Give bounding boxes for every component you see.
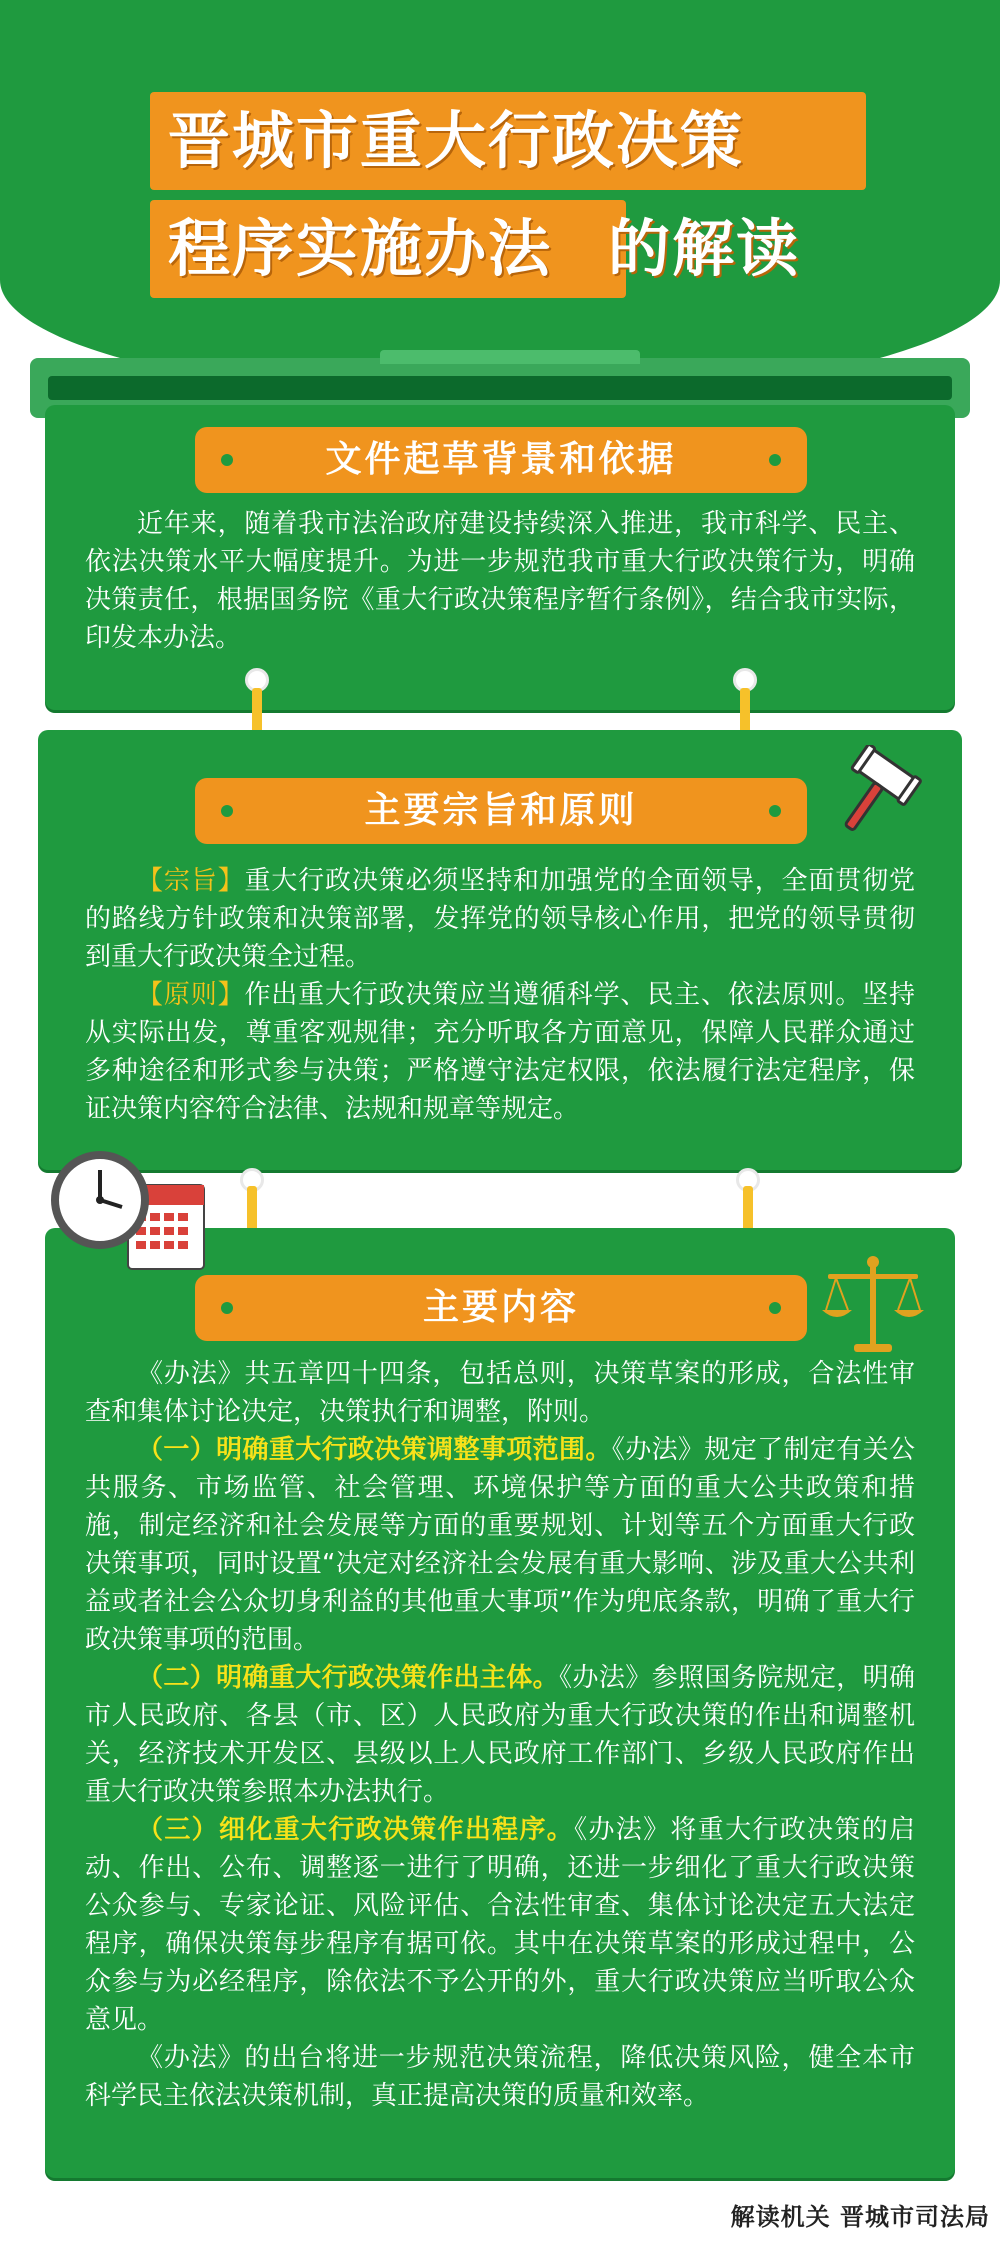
section-body: 近年来，随着我市法治政府建设持续深入推进，我市科学、民主、依法决策水平大幅度提升。为进一步规范我市重大行政决策行为，明确决策责任，根据国务院《重大行政决策程序暂行条例》，结合我市实际，印发本办法。 [85, 509, 915, 653]
section-heading: 主要内容 [195, 1275, 807, 1341]
section-body: 【宗旨】重大行政决策必须坚持和加强党的全面领导，全面贯彻党的路线方针政策和决策部署，发挥党的领导核心作用，把党的领导贯彻到重大行政决策全过程。 【原则】作出重大行政决策应当遵循科学、民主、依法原则。坚持从实际出发，尊重客观规律；充分听取各方面意见，保障人民群众通过多种途径和形式参与决策；严格遵守法定权限，依法履行法定程序，保证决策内容符合法律、法规和规章等规定。 [85, 866, 915, 1124]
section-background [45, 1228, 955, 2178]
title-line-2-tail: 的解读 [608, 212, 801, 285]
footer-credit: 解读机关 晋城市司法局 [730, 2203, 990, 2231]
scales-icon [818, 1250, 928, 1360]
section-background [45, 405, 955, 710]
title-line-1: 晋城市重大行政决策 [150, 92, 866, 190]
section-body: 《办法》共五章四十四条，包括总则，决策草案的形成，合法性审查和集体讨论决定，决策执行和调整，附则。 （一）明确重大行政决策调整事项范围。《办法》规定了制定有关公共服务、市场监管、社会管理、环境保护等方面的重大公共政策和措施，制定经济和社会发展等方面的重要规划、计划等五个方面重大行政决策事项，同时设置“决定对经济社会发展有重大影响、涉及重大公共利益或者社会公众切身利益的其他重大事项”作为兜底条款，明确了重大行政决策事项的范围。 （二）明确重大行政决策作出主体。《办法》参照国务院规定，明确市人民政府、各县（市、区）人民政府为重大行政决策的作出和调整机关，经济技术开发区、县级以上人民政府工作部门、乡级人民政府作出重大行政决策参照本办法执行。 （三）细化重大行政决策作出程序。《办法》将重大行政决策的启动、作出、公布、调整逐一进行了明确，还进一步细化了重大行政决策公众参与、专家论证、风险评估、合法性审查、集体讨论决定五大法定程序，确保决策每步程序有据可依。其中在决策草案的形成过程中，公众参与为必经程序，除依法不予公开的外，重大行政决策应当听取公众意见。 《办法》的出台将进一步规范决策流程，降低决策风险，健全本市科学民主依法决策机制，真正提高决策的质量和效率。 [85, 1359, 915, 2111]
title-line-2: 程序实施办法 的解读 [150, 200, 626, 298]
clock-calendar-icon [50, 1145, 210, 1275]
section-heading: 文件起草背景和依据 [195, 427, 807, 493]
section-heading: 主要宗旨和原则 [195, 778, 807, 844]
gavel-icon [822, 745, 922, 845]
